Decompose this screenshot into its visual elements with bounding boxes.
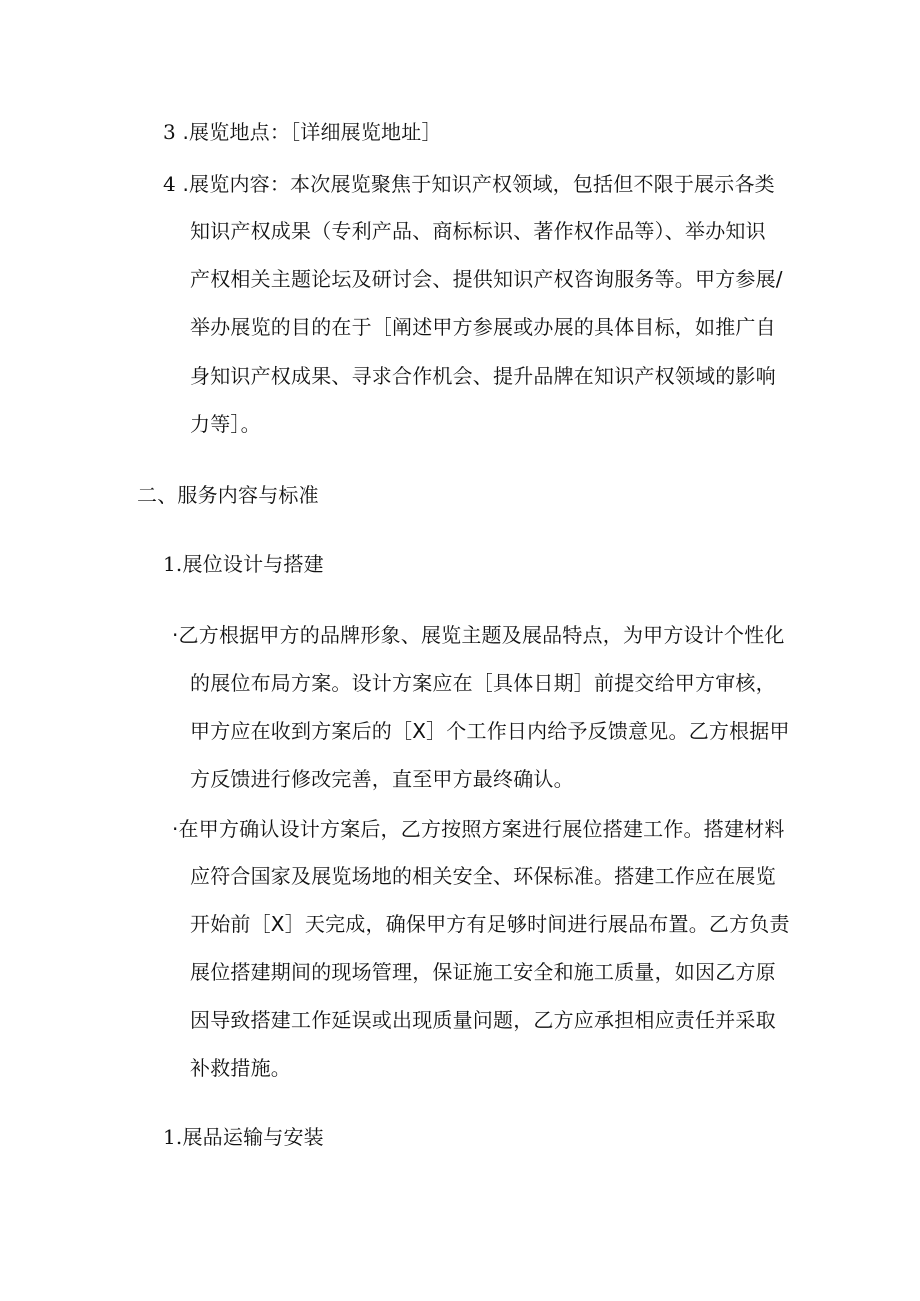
- subsection-heading-transport: [163, 1123, 324, 1151]
- bullet-2-line-3: 开始前［X］天完成，确保甲方有足够时间进行展品布置。乙方负责: [190, 912, 790, 936]
- bullet-2-line-2: 应符合国家及展览场地的相关安全、环保标准。搭建工作应在展览: [190, 864, 776, 888]
- bullet-2-line-1: ·在甲方确认设计方案后，乙方按照方案进行展位搭建工作。搭建材料: [172, 817, 785, 841]
- subsection-heading-booth: [163, 550, 324, 578]
- item-4-text: .展览内容：本次展览聚焦于知识产权领域，包括但不限于展示各类: [175, 172, 775, 196]
- item-4-number: 4: [163, 172, 176, 196]
- item-4-line-1: [163, 170, 775, 198]
- bullet-2-line-4: 展位搭建期间的现场管理，保证施工安全和施工质量，如因乙方原: [190, 960, 776, 984]
- section-heading: 二、服务内容与标准: [137, 483, 319, 507]
- bullet-1-line-2: 的展位布局方案。设计方案应在［具体日期］前提交给甲方审核，: [190, 671, 776, 695]
- subsection-number: 1.: [163, 552, 183, 576]
- item-4-line-3: 产权相关主题论坛及研讨会、提供知识产权咨询服务等。甲方参展/: [190, 267, 783, 291]
- item-3-number: 3: [163, 120, 176, 144]
- bullet-2-line-6: 补救措施。: [190, 1056, 291, 1080]
- bullet-2-line-5: 因导致搭建工作延误或出现质量问题，乙方应承担相应责任并采取: [190, 1008, 776, 1032]
- item-4-line-5: 身知识产权成果、寻求合作机会、提升品牌在知识产权领域的影响: [190, 364, 776, 388]
- bullet-1-line-4: 方反馈进行修改完善，直至甲方最终确认。: [190, 767, 574, 791]
- bullet-1-line-3: 甲方应在收到方案后的［X］个工作日内给予反馈意见。乙方根据甲: [190, 719, 790, 743]
- item-4-line-6: 力等］。: [190, 412, 261, 436]
- bullet-1-line-1: ·乙方根据甲方的品牌形象、展览主题及展品特点，为甲方设计个性化: [172, 623, 785, 647]
- item-4-line-2: 知识产权成果（专利产品、商标标识、著作权作品等）、举办知识: [190, 219, 766, 243]
- subsection-title: 展品运输与安装: [182, 1125, 324, 1149]
- subsection-title: 展位设计与搭建: [182, 552, 324, 576]
- item-4-line-4: 举办展览的目的在于［阐述甲方参展或办展的具体目标，如推广自: [190, 315, 776, 339]
- item-3: [163, 118, 442, 146]
- item-3-text: .展览地点：［详细展览地址］: [175, 120, 442, 144]
- subsection-number: 1.: [163, 1125, 183, 1149]
